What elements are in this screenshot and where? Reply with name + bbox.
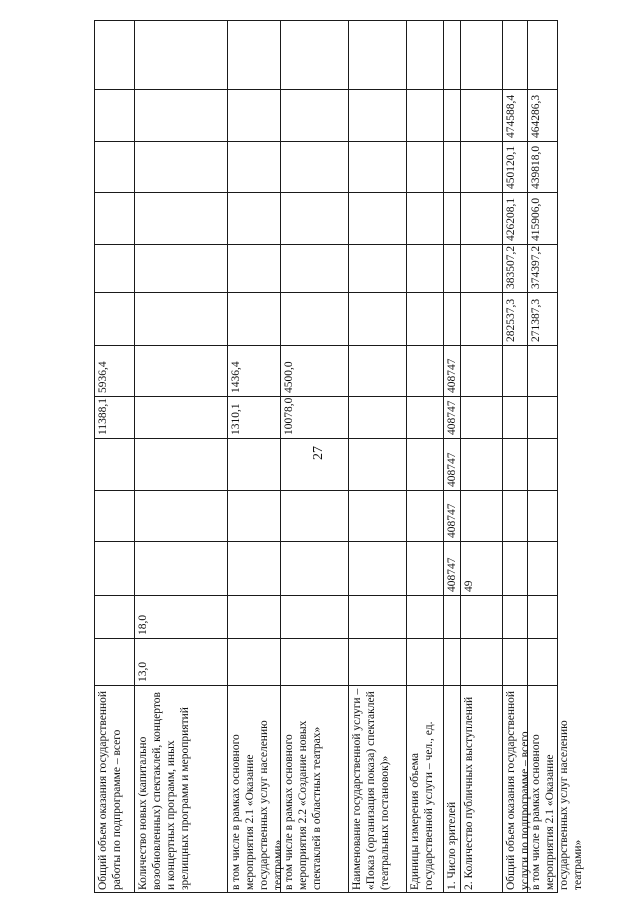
row-label: в том числе в рамках основного мероприятия 2.2 «Создание новых спектаклей в областных театрах» <box>283 720 323 890</box>
row-separator <box>460 20 461 893</box>
row-value: 408747 <box>446 400 458 435</box>
row-label: Единицы измерения объема государственной услуги – чел., ед. <box>409 721 435 890</box>
cell-separator <box>94 595 558 596</box>
row-label: Количество новых (капитально возобновленных) спектаклей, концертов и концертных программ, иных зрелищных программ и мероприятий <box>137 692 191 890</box>
cell-separator <box>94 141 558 142</box>
page-number: 27 <box>311 446 326 460</box>
row-label: Общий объем оказания государственной услуги по подпрограмме – всего <box>505 690 531 890</box>
row-value: 282537,3 <box>505 298 517 342</box>
row-label: 2. Количество публичных выступлений <box>463 696 475 890</box>
row-value: 11388,1 <box>97 398 109 435</box>
row-value: 408747 <box>446 358 458 393</box>
row-value: 408747 <box>446 452 458 487</box>
row-value: 439818,0 <box>530 145 542 189</box>
row-separator <box>406 20 407 893</box>
row-separator <box>443 20 444 893</box>
row-separator <box>227 20 228 893</box>
row-separator <box>134 20 135 893</box>
row-label: 1. Число зрителей <box>446 801 458 890</box>
table-border-left <box>94 20 95 893</box>
row-value: 1310,1 <box>230 403 242 435</box>
row-value: 4500,0 <box>283 361 295 393</box>
services-table <box>94 20 584 893</box>
row-separator <box>502 20 503 893</box>
row-value: 374397,2 <box>530 245 542 289</box>
table-border-top <box>94 20 558 21</box>
row-value: 1436,4 <box>230 361 242 393</box>
row-value: 474588,4 <box>505 94 517 138</box>
cell-separator <box>94 396 558 397</box>
row-value: 408747 <box>446 503 458 538</box>
cell-separator <box>94 438 558 439</box>
cell-separator <box>94 490 558 491</box>
row-value: 450120,1 <box>505 145 517 189</box>
cell-separator <box>94 638 558 639</box>
cell-separator <box>94 345 558 346</box>
row-label: Общий объем оказания государственной работы по подпрограмме – всего <box>97 690 123 890</box>
row-value: 49 <box>463 580 475 592</box>
row-value: 408747 <box>446 557 458 592</box>
row-value: 13,0 <box>137 661 149 682</box>
cell-separator <box>94 89 558 90</box>
row-value: 10078,0 <box>283 397 295 435</box>
cell-separator <box>94 685 558 686</box>
table-border-bottom <box>94 892 558 893</box>
row-value: 464286,3 <box>530 94 542 138</box>
row-label: Наименование государственной услуги – «Показ (организация показа) спектаклей (театральных постановок)» <box>351 688 391 890</box>
cell-separator <box>94 541 558 542</box>
cell-separator <box>94 244 558 245</box>
cell-separator <box>94 192 558 193</box>
row-value: 383507,2 <box>505 245 517 289</box>
row-label: в том числе в рамках основного мероприятия 2.1 «Оказание государственных услуг населению театрами» <box>530 720 584 890</box>
row-value: 18,0 <box>137 614 149 635</box>
cell-separator <box>94 292 558 293</box>
row-label: в том числе в рамках основного мероприятия 2.1 «Оказание государственных услуг населению театрами» <box>230 720 284 890</box>
row-value: 271387,3 <box>530 298 542 342</box>
row-value: 426208,1 <box>505 197 517 241</box>
row-value: 415906,0 <box>530 197 542 241</box>
row-separator <box>348 20 349 893</box>
row-value: 5936,4 <box>97 361 109 393</box>
